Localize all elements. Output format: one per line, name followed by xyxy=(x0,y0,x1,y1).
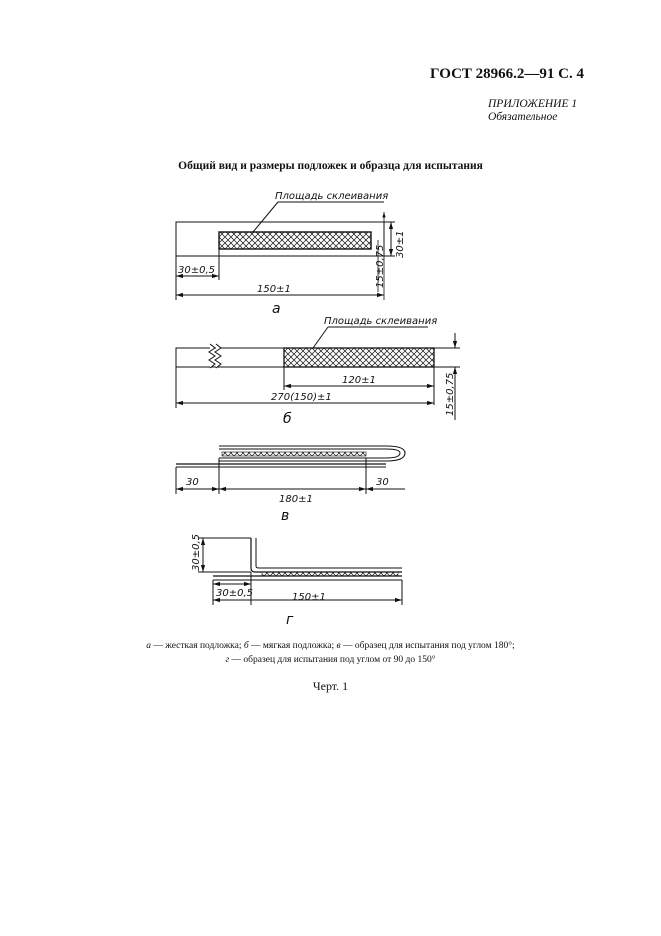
bent-strip xyxy=(251,538,402,572)
legend-text-g: — образец для испытания под углом от 90 до 150° xyxy=(229,655,436,665)
dim-total-v-label: 180±1 xyxy=(279,494,313,505)
legend-text-v: — образец для испытания под углом 180°; xyxy=(340,641,515,651)
dim-bond-b-label: 120±1 xyxy=(342,375,376,386)
legend-key-a: а xyxy=(146,641,152,651)
dim-edge-a-label: 15±0,75 xyxy=(375,244,386,288)
legend-key-v: в xyxy=(336,641,341,651)
bond-area-v xyxy=(222,452,366,456)
legend-text-b: — мягкая подложка; xyxy=(248,641,337,651)
dim-right-v-label: 30 xyxy=(376,477,389,488)
figure-v xyxy=(176,446,405,494)
dim-left-g-label: 30±0,5 xyxy=(216,588,254,599)
callout-leader-a xyxy=(253,202,278,232)
dim-edge-b-label: 15±0,75 xyxy=(445,372,456,416)
appendix-status: Обязательное xyxy=(488,111,558,123)
figure-g-label: г xyxy=(286,612,294,628)
legend-line-2 xyxy=(0,655,661,665)
legend-key-b: б xyxy=(243,641,249,651)
dim-total-a-label: 150±1 xyxy=(257,284,291,295)
callout-text-b: Площадь склеивания xyxy=(324,316,438,327)
legend-line-1 xyxy=(0,641,661,651)
dim-left-v-label: 30 xyxy=(186,477,199,488)
bond-area-b xyxy=(284,348,434,367)
callout-leader-b xyxy=(313,327,328,348)
dim-height-g-label: 30±0,5 xyxy=(191,533,202,571)
dim-left-a-label: 30±0,5 xyxy=(178,265,216,276)
figure-v-label: в xyxy=(281,508,290,524)
dim-total-g-label: 150±1 xyxy=(292,592,326,603)
figure-b xyxy=(176,327,460,420)
bond-area-g xyxy=(262,572,398,576)
appendix-title: ПРИЛОЖЕНИЕ 1 xyxy=(488,98,578,110)
dim-height-a-label: 30±1 xyxy=(395,230,406,258)
figure-a-label: а xyxy=(272,301,281,317)
figure-caption: Черт. 1 xyxy=(312,679,349,693)
figure-b-label: б xyxy=(283,411,292,427)
callout-text-a: Площадь склеивания xyxy=(275,191,389,202)
legend-text-a: — жесткая подложка; xyxy=(151,641,244,651)
document-code: ГОСТ 28966.2—91 С. 4 xyxy=(430,66,584,82)
dim-total-b-label: 270(150)±1 xyxy=(271,392,332,403)
figure-title: Общий вид и размеры подложек и образца для испытания xyxy=(178,160,483,172)
legend-key-g: г xyxy=(225,655,230,665)
bond-area-a xyxy=(219,232,371,249)
